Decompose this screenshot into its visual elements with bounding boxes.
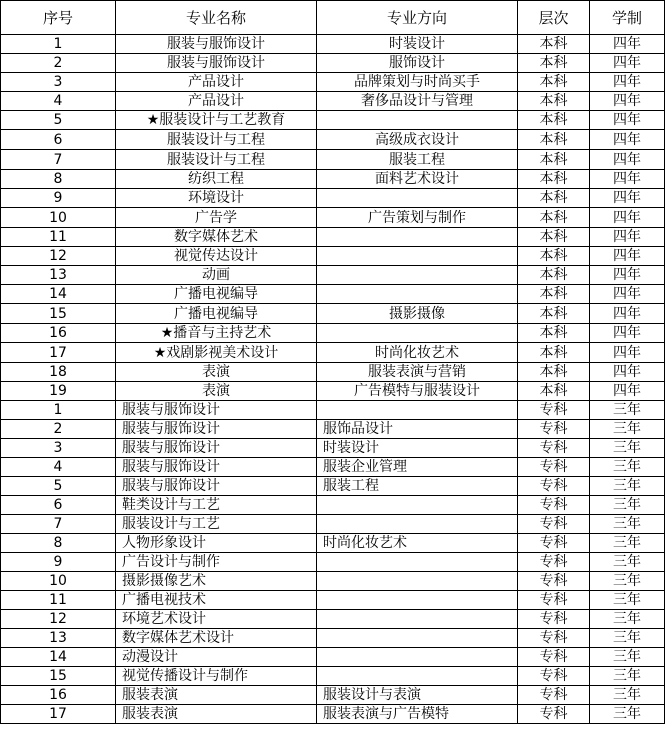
major-name: 环境艺术设计 — [122, 611, 206, 627]
table-row — [1, 496, 665, 515]
degree-level: 本科 — [539, 55, 568, 71]
study-years: 四年 — [613, 190, 641, 206]
study-years: 四年 — [613, 383, 641, 399]
table-row — [1, 629, 665, 648]
degree-level: 专科 — [539, 649, 568, 665]
row-number: 4 — [53, 459, 63, 475]
row-number: 3 — [53, 440, 63, 456]
major-direction: 服装表演与营销 — [368, 364, 466, 380]
major-name: 动画 — [202, 267, 230, 283]
major-name: 鞋类设计与工艺 — [122, 497, 220, 513]
row-number: 7 — [53, 516, 63, 532]
table-row — [1, 92, 665, 111]
row-number: 12 — [49, 248, 67, 264]
major-name: 服装表演 — [122, 687, 178, 703]
major-name: 广告设计与制作 — [122, 554, 220, 570]
study-years: 三年 — [613, 706, 641, 722]
major-direction: 广告策划与制作 — [368, 209, 466, 226]
study-years: 四年 — [613, 55, 641, 71]
row-number: 12 — [49, 611, 67, 627]
degree-level: 专科 — [539, 478, 568, 494]
row-number: 19 — [49, 383, 67, 399]
table-row — [1, 401, 665, 420]
row-number: 10 — [49, 573, 67, 589]
table-row — [1, 591, 665, 610]
table-row — [1, 439, 665, 458]
major-name: 人物形象设计 — [122, 535, 206, 551]
study-years: 四年 — [613, 267, 641, 283]
row-number: 1 — [53, 402, 63, 418]
study-years: 三年 — [613, 630, 641, 646]
table-row — [1, 208, 665, 228]
major-direction: 高级成衣设计 — [375, 131, 459, 148]
table-row — [1, 363, 665, 382]
study-years: 四年 — [613, 305, 641, 322]
major-name: 服装与服饰设计 — [122, 459, 220, 475]
table-row — [1, 515, 665, 534]
study-years: 三年 — [613, 554, 641, 570]
header-row — [1, 1, 665, 35]
table-row — [1, 572, 665, 591]
table-row — [1, 534, 665, 553]
table-row — [1, 189, 665, 208]
table-row — [1, 304, 665, 324]
table-row — [1, 343, 665, 363]
row-number: 16 — [49, 325, 67, 341]
row-number: 11 — [49, 592, 67, 608]
table-row — [1, 35, 665, 54]
major-name: 纺织工程 — [188, 171, 244, 187]
major-name: 数字媒体艺术 — [174, 229, 258, 245]
major-name: 服装设计与工程 — [167, 131, 265, 148]
degree-level: 本科 — [539, 383, 568, 399]
study-years: 四年 — [613, 131, 641, 148]
degree-level: 本科 — [539, 36, 568, 52]
study-years: 三年 — [613, 516, 641, 532]
study-years: 四年 — [613, 209, 641, 226]
major-name: 表演 — [202, 364, 230, 380]
row-number: 2 — [53, 55, 63, 71]
degree-level: 本科 — [539, 74, 568, 90]
row-number: 9 — [53, 190, 63, 206]
major-name: 服装设计与工艺 — [122, 516, 220, 532]
major-name: 产品设计 — [188, 93, 244, 109]
table-row — [1, 458, 665, 477]
table-row — [1, 610, 665, 629]
major-direction: 面料艺术设计 — [375, 171, 459, 187]
degree-level: 专科 — [539, 440, 568, 456]
row-number: 3 — [53, 74, 63, 90]
table-row — [1, 477, 665, 496]
major-name: 表演 — [202, 383, 230, 399]
row-number: 14 — [49, 286, 67, 302]
major-direction: 奢侈品设计与管理 — [361, 93, 473, 109]
table-row — [1, 420, 665, 439]
major-name: 数字媒体艺术设计 — [122, 630, 234, 646]
major-direction: 服装工程 — [389, 151, 445, 168]
row-number: 16 — [49, 687, 67, 703]
study-years: 三年 — [613, 402, 641, 418]
table-body — [1, 35, 665, 724]
degree-level: 专科 — [539, 611, 568, 627]
study-years: 四年 — [613, 364, 641, 380]
row-number: 1 — [53, 36, 63, 52]
table-row — [1, 324, 665, 343]
study-years: 三年 — [613, 421, 641, 437]
row-number: 18 — [49, 364, 67, 380]
table-row — [1, 228, 665, 247]
table-row — [1, 73, 665, 92]
major-direction: 服装工程 — [323, 478, 379, 494]
degree-level: 专科 — [539, 630, 568, 646]
row-number: 14 — [49, 649, 67, 665]
major-direction: 摄影摄像 — [389, 305, 445, 322]
degree-level: 专科 — [539, 516, 568, 532]
major-name: 广播电视编导 — [174, 305, 258, 322]
row-number: 5 — [53, 112, 63, 128]
degree-level: 专科 — [539, 687, 568, 703]
table-row — [1, 553, 665, 572]
study-years: 三年 — [613, 440, 641, 456]
row-number: 17 — [49, 706, 67, 722]
degree-level: 本科 — [539, 171, 568, 187]
row-number: 17 — [49, 344, 67, 361]
row-number: 15 — [49, 668, 67, 684]
major-direction: 服装表演与广告模特 — [323, 706, 449, 722]
header-cell-no: 序号 — [1, 1, 116, 35]
row-number: 10 — [49, 209, 67, 226]
header-cell-direction: 专业方向 — [317, 1, 518, 35]
study-years: 四年 — [613, 171, 641, 187]
major-name: 服装与服饰设计 — [167, 36, 265, 52]
study-years: 四年 — [613, 286, 641, 302]
degree-level: 本科 — [539, 190, 568, 206]
study-years: 三年 — [613, 459, 641, 475]
degree-level: 本科 — [539, 131, 568, 148]
header-cell-name: 专业名称 — [116, 1, 317, 35]
study-years: 四年 — [613, 36, 641, 52]
degree-level: 专科 — [539, 573, 568, 589]
row-number: 5 — [53, 478, 63, 494]
major-direction: 时装设计 — [323, 440, 379, 456]
degree-level: 专科 — [539, 668, 568, 684]
major-name: ★ 播音与主持艺术 — [161, 325, 272, 341]
major-name: 广播电视编导 — [174, 286, 258, 302]
header-cell-years: 学制 — [590, 1, 665, 35]
study-years: 四年 — [613, 325, 641, 341]
row-number: 15 — [49, 305, 67, 322]
major-direction: 时尚化妆艺术 — [375, 344, 459, 361]
row-number: 6 — [53, 497, 63, 513]
degree-level: 本科 — [539, 325, 568, 341]
major-name: 服装与服饰设计 — [167, 55, 265, 71]
major-name: 服装与服饰设计 — [122, 478, 220, 494]
major-direction: 服装设计与表演 — [323, 687, 421, 703]
table-row — [1, 382, 665, 401]
degree-level: 本科 — [539, 286, 568, 302]
row-number: 13 — [49, 267, 67, 283]
table-row — [1, 285, 665, 304]
degree-level: 专科 — [539, 535, 568, 551]
major-direction: 时装设计 — [389, 36, 445, 52]
study-years: 三年 — [613, 687, 641, 703]
table-row — [1, 266, 665, 285]
major-name: 服装与服饰设计 — [122, 402, 220, 418]
degree-level: 专科 — [539, 497, 568, 513]
major-name: 服装表演 — [122, 706, 178, 722]
table-row — [1, 686, 665, 705]
study-years: 四年 — [613, 93, 641, 109]
table-row — [1, 150, 665, 170]
table-row — [1, 54, 665, 73]
table-row — [1, 111, 665, 130]
study-years: 三年 — [613, 668, 641, 684]
degree-level: 专科 — [539, 421, 568, 437]
row-number: 8 — [53, 171, 63, 187]
major-direction: 服饰品设计 — [323, 421, 393, 437]
major-name: ★ 服装设计与工艺教育 — [147, 112, 286, 128]
study-years: 四年 — [613, 344, 641, 361]
degree-level: 专科 — [539, 592, 568, 608]
table-row — [1, 705, 665, 724]
row-number: 9 — [53, 554, 63, 570]
study-years: 三年 — [613, 497, 641, 513]
degree-level: 本科 — [539, 209, 568, 226]
study-years: 四年 — [613, 112, 641, 128]
major-name: 视觉传达设计 — [174, 248, 258, 264]
major-name: 产品设计 — [188, 74, 244, 90]
study-years: 四年 — [613, 151, 641, 168]
major-direction: 广告模特与服装设计 — [354, 383, 480, 399]
degree-level: 专科 — [539, 459, 568, 475]
degree-level: 本科 — [539, 344, 568, 361]
major-name: 服装设计与工程 — [167, 151, 265, 168]
major-name: 广播电视技术 — [122, 592, 206, 608]
degree-level: 专科 — [539, 706, 568, 722]
row-number: 13 — [49, 630, 67, 646]
major-name: 摄影摄像艺术 — [122, 573, 206, 589]
study-years: 三年 — [613, 611, 641, 627]
degree-level: 本科 — [539, 93, 568, 109]
table-row — [1, 648, 665, 667]
row-number: 2 — [53, 421, 63, 437]
row-number: 6 — [53, 131, 63, 148]
degree-level: 专科 — [539, 402, 568, 418]
degree-level: 本科 — [539, 112, 568, 128]
header-cell-level: 层次 — [518, 1, 590, 35]
study-years: 三年 — [613, 573, 641, 589]
table-row — [1, 667, 665, 686]
major-name: 广告学 — [195, 209, 237, 226]
major-name: 环境设计 — [188, 190, 244, 206]
table-row — [1, 170, 665, 189]
study-years: 四年 — [613, 74, 641, 90]
degree-level: 本科 — [539, 305, 568, 322]
major-name: 动漫设计 — [122, 649, 178, 665]
study-years: 四年 — [613, 229, 641, 245]
study-years: 三年 — [613, 649, 641, 665]
degree-level: 本科 — [539, 151, 568, 168]
major-direction: 服饰设计 — [389, 55, 445, 71]
degree-level: 本科 — [539, 248, 568, 264]
row-number: 4 — [53, 93, 63, 109]
major-name: ★ 戏剧影视美术设计 — [154, 345, 279, 361]
major-name: 服装与服饰设计 — [122, 421, 220, 437]
major-direction: 时尚化妆艺术 — [323, 535, 407, 551]
table-row — [1, 130, 665, 150]
degree-level: 本科 — [539, 229, 568, 245]
study-years: 三年 — [613, 478, 641, 494]
major-name: 视觉传播设计与制作 — [122, 668, 248, 684]
row-number: 8 — [53, 535, 63, 551]
major-direction: 服装企业管理 — [323, 459, 407, 475]
study-years: 四年 — [613, 248, 641, 264]
row-number: 7 — [53, 151, 63, 168]
degree-level: 本科 — [539, 267, 568, 283]
major-direction: 品牌策划与时尚买手 — [354, 74, 480, 90]
major-name: 服装与服饰设计 — [122, 440, 220, 456]
table-row — [1, 247, 665, 266]
degree-level: 专科 — [539, 554, 568, 570]
study-years: 三年 — [613, 592, 641, 608]
study-years: 三年 — [613, 535, 641, 551]
degree-level: 本科 — [539, 364, 568, 380]
row-number: 11 — [49, 229, 67, 245]
